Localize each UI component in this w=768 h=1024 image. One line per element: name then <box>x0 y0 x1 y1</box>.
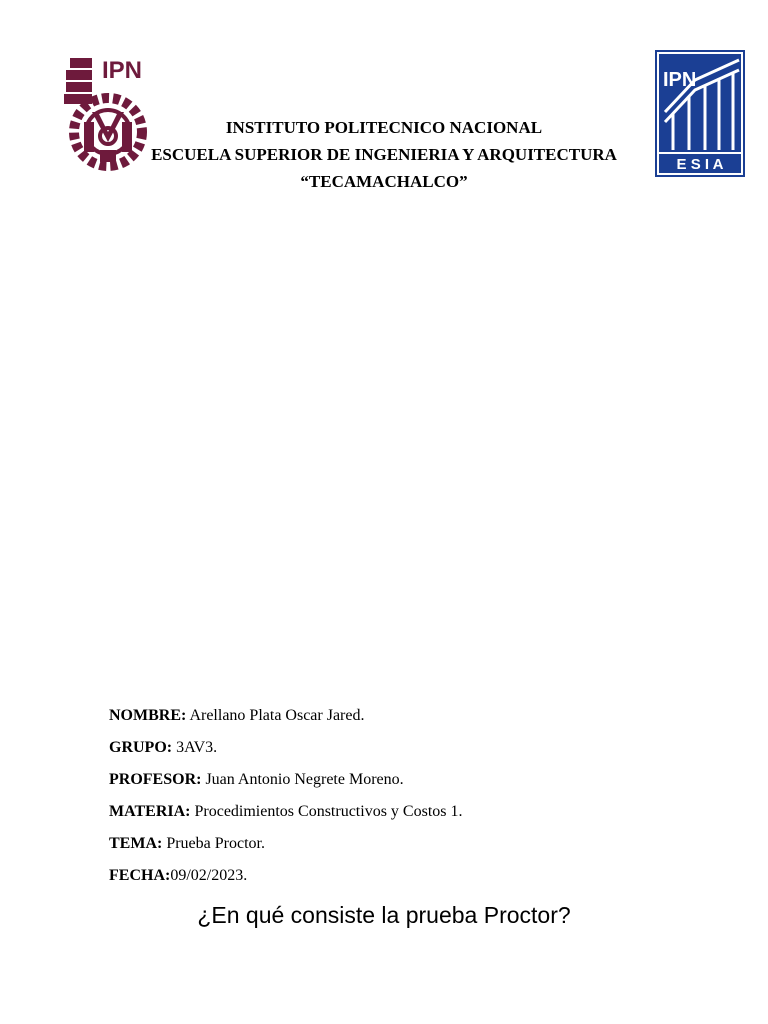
info-row-profesor <box>109 764 462 796</box>
campus-name: “TECAMACHALCO” <box>300 172 468 191</box>
nombre-value: Arellano Plata Oscar Jared. <box>186 707 365 724</box>
student-info <box>109 700 462 892</box>
materia-value: Procedimientos Constructivos y Costos 1. <box>190 803 463 820</box>
esia-logo-bottom-text: E S I A <box>676 156 724 173</box>
institution-header <box>0 114 768 195</box>
grupo-label: GRUPO: <box>109 739 173 756</box>
profesor-label: PROFESOR: <box>109 771 202 788</box>
info-row-nombre <box>109 700 462 732</box>
materia-label: MATERIA: <box>109 803 191 820</box>
info-row-fecha <box>109 860 462 892</box>
ipn-logo-text: IPN <box>101 57 143 84</box>
tema-value: Prueba Proctor. <box>162 835 265 852</box>
tema-label: TEMA: <box>109 835 163 852</box>
fecha-value: 09/02/2023. <box>170 867 248 884</box>
institute-name: INSTITUTO POLITECNICO NACIONAL <box>225 118 543 137</box>
info-row-materia <box>109 796 462 828</box>
school-name: ESCUELA SUPERIOR DE INGENIERIA Y ARQUITECTURA <box>151 145 617 164</box>
info-row-tema <box>109 828 462 860</box>
profesor-value: Juan Antonio Negrete Moreno. <box>201 771 404 788</box>
nombre-label: NOMBRE: <box>109 707 187 724</box>
info-row-grupo <box>109 732 462 764</box>
grupo-value: 3AV3. <box>172 739 218 756</box>
fecha-label: FECHA: <box>109 867 171 884</box>
esia-logo-top-text: IPN <box>663 69 697 91</box>
question-heading: ¿En qué consiste la prueba Proctor? <box>197 902 571 928</box>
